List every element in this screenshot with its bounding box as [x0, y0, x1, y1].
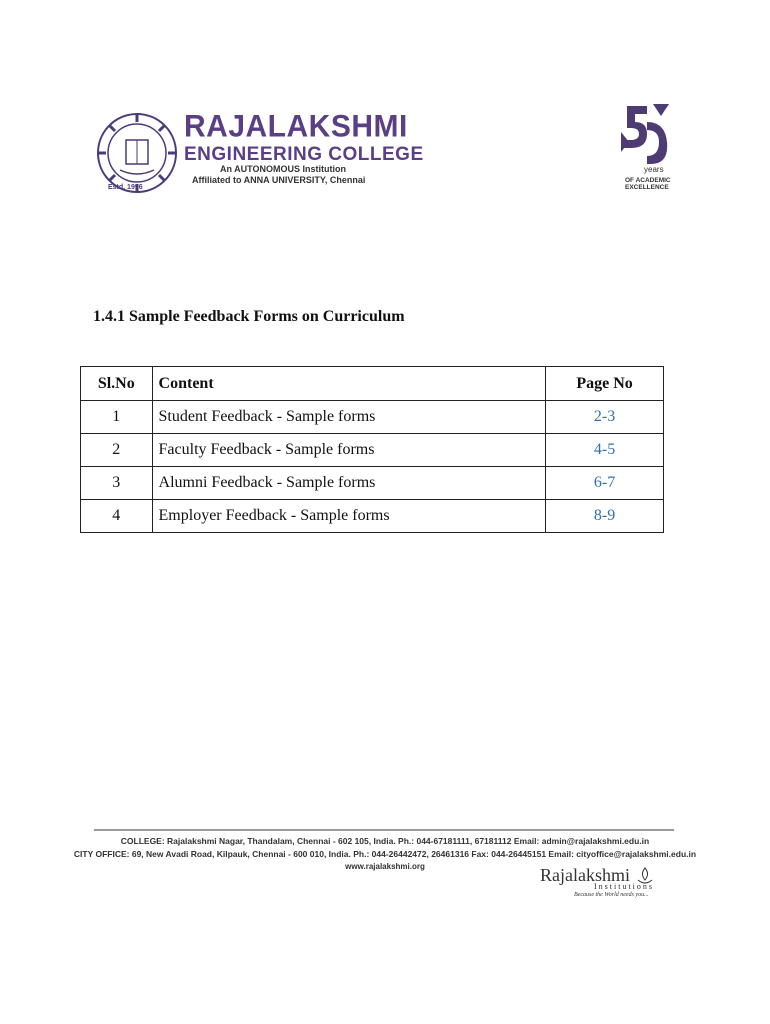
row-page-link[interactable]: 4-5	[546, 434, 664, 467]
row-content: Faculty Feedback - Sample forms	[152, 434, 546, 467]
established-label: Estd. 1996	[108, 184, 143, 191]
row-content: Student Feedback - Sample forms	[152, 401, 546, 434]
row-page-link[interactable]: 2-3	[546, 401, 664, 434]
column-header-page: Page No	[546, 367, 664, 401]
row-slno: 4	[81, 500, 153, 533]
table-header-row	[81, 367, 664, 401]
college-subtitle-autonomous: An AUTONOMOUS Institution	[220, 164, 346, 174]
row-slno: 2	[81, 434, 153, 467]
footer-city-office-address: CITY OFFICE: 69, New Avadi Road, Kilpauk, Chennai - 600 010, India. Ph.: 044-26442472, 26461316 Fax: 044-26445151 Email: cityoffice@rajalakshmi.edu.in	[73, 849, 697, 859]
institutions-logo-name: Rajalakshmi	[540, 865, 630, 885]
college-name	[184, 109, 424, 166]
row-page-link[interactable]: 6-7	[546, 467, 664, 500]
row-content: Employer Feedback - Sample forms	[152, 500, 546, 533]
table-row	[81, 401, 664, 434]
college-name-line2: ENGINEERING COLLEGE	[184, 144, 424, 165]
institutions-logo-sub: Institutions	[594, 882, 655, 891]
footer-divider	[94, 829, 674, 831]
badge-text-line2: EXCELLENCE	[625, 184, 669, 191]
table-row	[81, 467, 664, 500]
institutions-tagline: Because the World needs you...	[574, 892, 649, 898]
table-row	[81, 434, 664, 467]
contents-table	[80, 366, 664, 533]
footer-college-address: COLLEGE: Rajalakshmi Nagar, Thandalam, Chennai - 602 105, India. Ph.: 044-67181111, 67181112 Email: admin@rajalakshmi.edu.in	[120, 836, 650, 846]
institutions-lamp-icon	[636, 866, 654, 888]
badge-years-label: years	[644, 165, 664, 174]
row-content: Alumni Feedback - Sample forms	[152, 467, 546, 500]
row-slno: 1	[81, 401, 153, 434]
college-seal-icon	[96, 112, 178, 194]
college-name-line1: RAJALAKSHMI	[184, 109, 408, 144]
badge-text-line1: OF ACADEMIC	[625, 177, 671, 184]
footer-website[interactable]: www.rajalakshmi.org	[345, 862, 425, 871]
table-row	[81, 500, 664, 533]
row-page-link[interactable]: 8-9	[546, 500, 664, 533]
row-slno: 3	[81, 467, 153, 500]
column-header-slno: Sl.No	[81, 367, 153, 401]
college-subtitle-affiliation: Affiliated to ANNA UNIVERSITY, Chennai	[192, 175, 366, 185]
column-header-content: Content	[152, 367, 546, 401]
section-title: 1.4.1 Sample Feedback Forms on Curriculum	[93, 308, 405, 325]
